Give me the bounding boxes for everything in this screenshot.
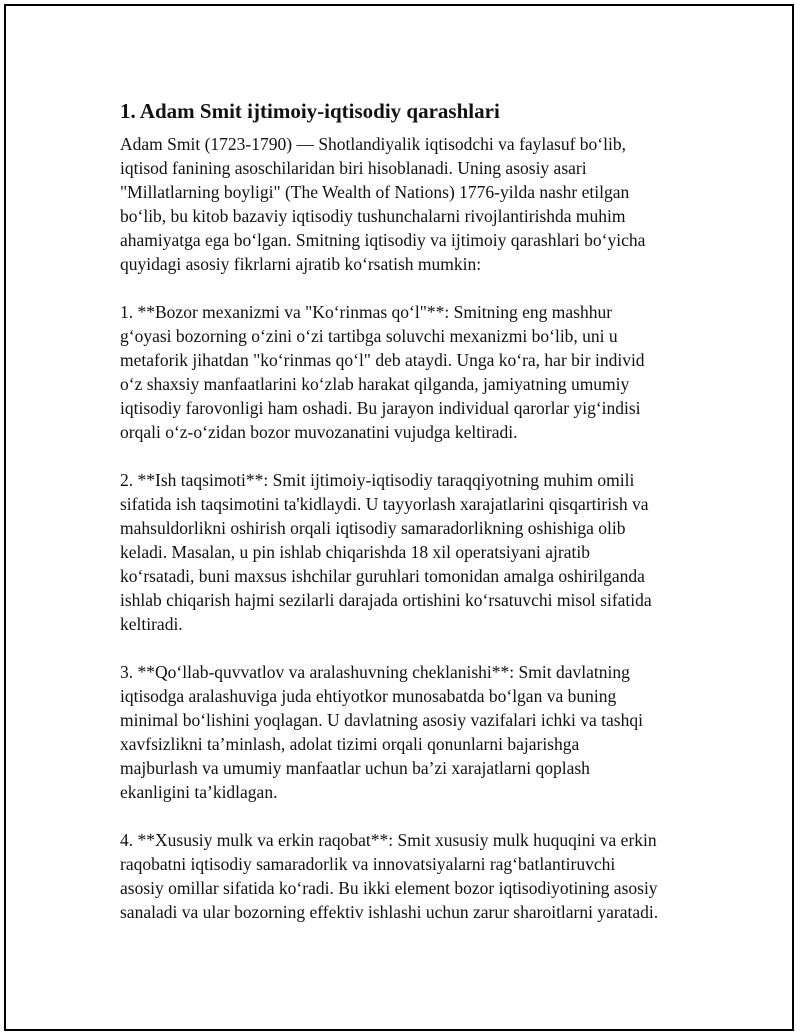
section-title: 1. Adam Smit ijtimoiy-iqtisodiy qarashlari [120,99,500,123]
point-1-paragraph: 1. **Bozor mexanizmi va "Koʻrinmas qoʻl"**: Smitning eng mashhur gʻoyasi bozorning oʻzini oʻzi tartibga soluvchi mexanizmi boʻlib, uni u metaforik jihatdan "koʻrinmas qoʻl" deb ataydi. Unga koʻra, har bir individ oʻz shaxsiy manfaatlarini koʻzlab harakat qilganda, jamiyatning umumiy iqtisodiy farovonligi ham oshadi. Bu jarayon individual qarorlar yigʻindisi orqali oʻz-oʻzidan bozor muvozanatini vujudga keltiradi. [120,302,645,442]
point-3-paragraph: 3. **Qoʻllab-quvvatlov va aralashuvning cheklanishi**: Smit davlatning iqtisodga aralashuviga juda ehtiyotkor munosabatda boʻlgan va buning minimal boʻlishini yoqlagan. U davlatning asosiy vazifalari ichki va tashqi xavfsizlikni taʼminlash, adolat tizimi orqali qonunlarni bajarishga majburlash va umumiy manfaatlar uchun baʼzi xarajatlarni qoplash ekanligini taʼkidlagan. [120,662,643,802]
point-2-paragraph: 2. **Ish taqsimoti**: Smit ijtimoiy-iqtisodiy taraqqiyotning muhim omili sifatida ish taqsimotini ta'kidlaydi. U tayyorlash xarajatlarini qisqartirish va mahsuldorlikni oshirish orqali iqtisodiy samaradorlikning oshishiga olib keladi. Masalan, u pin ishlab chiqarishda 18 xil operatsiyani ajratib koʻrsatadi, buni maxsus ishchilar guruhlari tomonidan amalga oshirilganda ishlab chiqarish hajmi sezilarli darajada ortishini koʻrsatuvchi misol sifatida keltiradi. [120,470,652,634]
point-4-paragraph: 4. **Xususiy mulk va erkin raqobat**: Smit xususiy mulk huquqini va erkin raqobatni iqtisodiy samaradorlik va innovatsiyalarni ragʻbatlantiruvchi asosiy omillar sifatida koʻradi. Bu ikki element bozor iqtisodiyotining asosiy sanaladi va ular bozorning effektiv ishlashi uchun zarur sharoitlarni yaratadi. [120,830,659,922]
document-page [4,4,794,1031]
intro-paragraph: Adam Smit (1723-1790) — Shotlandiyalik iqtisodchi va faylasuf boʻlib, iqtisod fanining asoschilaridan biri hisoblanadi. Uning asosiy asari "Millatlarning boyligi" (The Wealth of Nations) 1776-yilda nashr etilgan boʻlib, bu kitob bazaviy iqtisodiy tushunchalarni rivojlantirishda muhim ahamiyatga ega boʻlgan. Smitning iqtisodiy va ijtimoiy qarashlari boʻyicha quyidagi asosiy fikrlarni ajratib koʻrsatish mumkin: [120,134,646,274]
document-body [120,94,700,924]
